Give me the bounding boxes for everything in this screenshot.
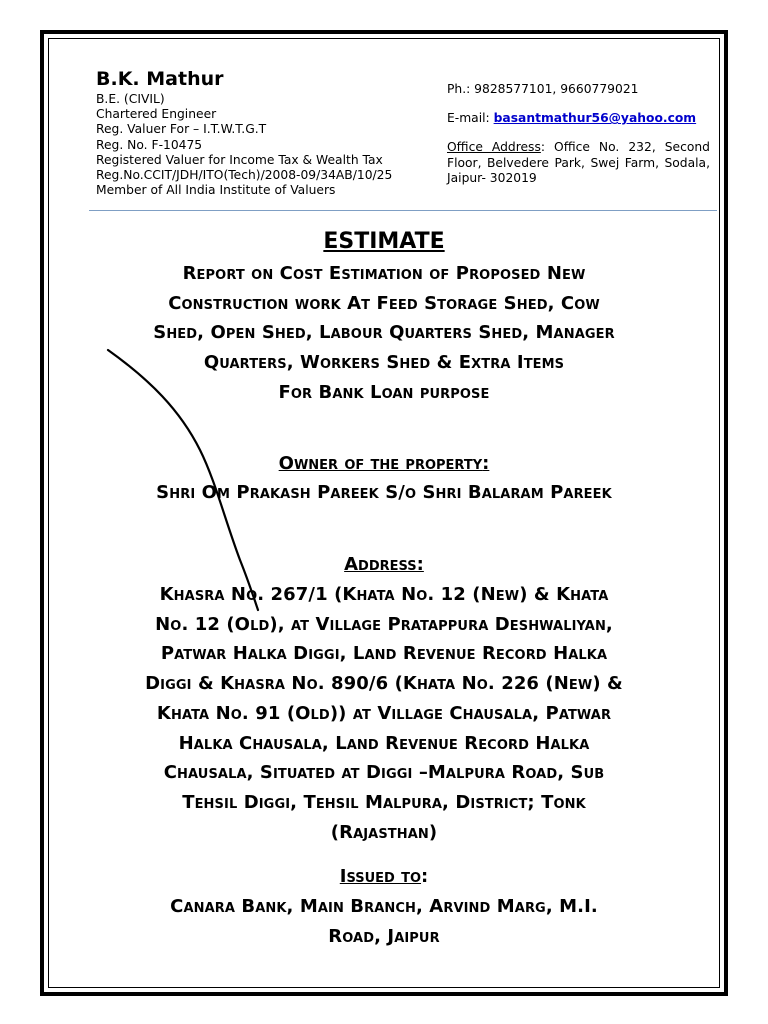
- qualification: B.E. (CIVIL): [96, 92, 165, 106]
- reg-no: Reg. No. F-10475: [96, 137, 203, 152]
- document-title: ESTIMATE: [323, 229, 445, 254]
- subject-line: Construction work At Feed Storage Shed, Cow: [168, 292, 600, 314]
- owner-heading-colon: :: [482, 453, 490, 474]
- address-line: No. 12 (Old), at Village Pratappura Deshwaliyan,: [155, 613, 613, 635]
- reg-ccit: Reg.No.CCIT/JDH/ITO(Tech)/2008-09/34AB/10/25: [96, 168, 393, 183]
- address-line: Khata No. 91 (Old)) at Village Chausala, Patwar: [156, 702, 612, 724]
- profession: Chartered Engineer: [96, 107, 217, 122]
- office-address-text: : Office No. 232, Second Floor, Belvedere Park, Swej Farm, Sodala, Jaipur- 302019: [447, 140, 710, 185]
- address-line: Diggi & Khasra No. 890/6 (Khata No. 226 (New) &: [145, 673, 623, 695]
- issued-line: Canara Bank, Main Branch, Arvind Marg, M.I.: [170, 896, 598, 917]
- email-label: E-mail:: [447, 111, 494, 126]
- address-heading-text: Address:: [344, 554, 424, 575]
- address-line: Tehsil Diggi, Tehsil Malpura, District; Tonk: [182, 791, 586, 813]
- subject-line: For Bank Loan purpose: [278, 381, 490, 403]
- owner-name: Shri Om Prakash Pareek S/o Shri Balaram Pareek: [156, 482, 612, 503]
- subject-line: Quarters, Workers Shed & Extra Items: [203, 352, 565, 374]
- address-line: Chausala, Situated at Diggi –Malpura Road, Sub: [163, 762, 605, 784]
- phone: Ph.: 9828577101, 9660779021: [447, 82, 639, 96]
- issued-line: Road, Jaipur: [328, 925, 440, 947]
- letterhead-name: B.K. Mathur: [96, 68, 224, 90]
- issued-heading-text: Issued to: [339, 866, 422, 887]
- subject-line: Shed, Open Shed, Labour Quarters Shed, Manager: [153, 322, 615, 344]
- address-line: Patwar Halka Diggi, Land Revenue Record Halka: [160, 643, 608, 665]
- email-link[interactable]: basantmathur56@yahoo.com: [493, 111, 697, 126]
- address-line: (Rajasthan): [330, 821, 438, 843]
- registered-valuer: Registered Valuer for Income Tax & Wealth Tax: [96, 152, 383, 167]
- valuer-for: Reg. Valuer For – I.T.W.T.G.T: [96, 122, 267, 137]
- address-line: Khasra No. 267/1 (Khata No. 12 (New) & Khata: [159, 584, 609, 605]
- owner-heading-text: Owner of the property: [278, 453, 483, 474]
- office-address-label: Office Address: [447, 140, 541, 155]
- subject-line: Report on Cost Estimation of Proposed New: [182, 263, 586, 284]
- issued-heading-colon: :: [421, 866, 429, 887]
- membership: Member of All India Institute of Valuers: [96, 183, 336, 198]
- address-line: Halka Chausala, Land Revenue Record Halka: [178, 732, 590, 754]
